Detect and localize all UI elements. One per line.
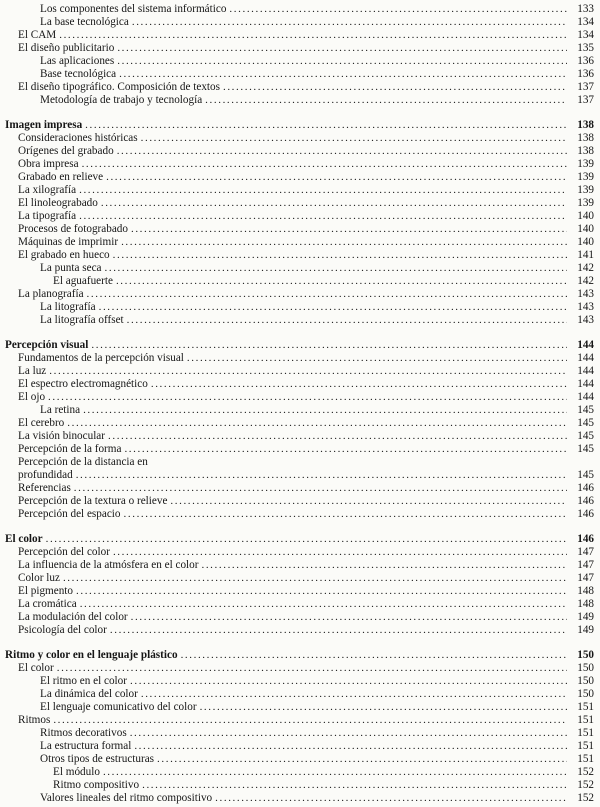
toc-entry-label: Valores lineales del ritmo compositivo (40, 792, 213, 804)
toc-entry (0, 16, 594, 29)
toc-entry-label: La litografía (40, 301, 96, 313)
dotted-leader (157, 753, 567, 766)
toc-entry-label: Percepción visual (5, 339, 89, 351)
dotted-leader (105, 262, 568, 275)
toc-entry-label: El ojo (18, 391, 46, 403)
toc-entry (0, 262, 594, 275)
toc-page-number: 151 (577, 740, 594, 752)
toc-entry-label: Percepción del espacio (18, 508, 121, 520)
toc-entry-label: profundidad (18, 469, 73, 481)
dotted-leader (131, 611, 567, 624)
toc-entry-label: El cerebro (18, 417, 65, 429)
toc-page-number: 136 (577, 55, 594, 67)
toc-entry (0, 158, 594, 171)
toc-entry-label: El CAM (18, 29, 57, 41)
toc-entry-label: Las aplicaciones (40, 55, 115, 67)
toc-entry (0, 378, 594, 391)
toc-page-number: 138 (577, 132, 594, 144)
toc-entry-label: La base tecnológica (40, 16, 129, 28)
toc-page-number: 137 (577, 81, 594, 93)
dotted-leader (142, 779, 567, 792)
toc-entry-label: Base tecnológica (40, 68, 117, 80)
toc-entry-label: Percepción de la forma (18, 443, 122, 455)
toc-entry-label: Máquinas de imprimir (18, 236, 119, 248)
toc-section-header (0, 119, 594, 132)
dotted-leader (117, 42, 567, 55)
dotted-leader (130, 727, 567, 740)
toc-entry-label: La punta seca (40, 262, 102, 274)
toc-entry-label: Fundamentos de la percepción visual (18, 352, 184, 364)
toc-entry-label: Ritmo compositivo (53, 779, 140, 791)
dotted-leader (63, 572, 567, 585)
toc-page-number: 150 (577, 649, 594, 661)
toc-page-number: 142 (577, 262, 594, 274)
toc-entry (0, 81, 594, 94)
toc-entry (0, 779, 594, 792)
toc-page-number: 144 (577, 339, 594, 351)
toc-entry (0, 469, 594, 482)
dotted-leader (229, 3, 567, 16)
dotted-leader (79, 210, 567, 223)
toc-entry (0, 559, 594, 572)
dotted-leader (59, 29, 567, 42)
toc-entry (0, 68, 594, 81)
toc-entry (0, 585, 594, 598)
dotted-leader (181, 649, 567, 662)
toc-entry (0, 29, 594, 42)
toc-section-header (0, 339, 594, 352)
toc-entry-label: Percepción del color (18, 546, 110, 558)
toc-entry-label: La planografía (18, 288, 84, 300)
toc-entry (0, 42, 594, 55)
toc-entry (0, 430, 594, 443)
toc-entry (0, 766, 594, 779)
toc-page-number: 138 (577, 119, 594, 131)
toc-entry (0, 275, 594, 288)
toc-entry-label: La retina (40, 404, 81, 416)
toc-entry (0, 249, 594, 262)
dotted-leader (205, 94, 567, 107)
toc-page-number: 146 (577, 508, 594, 520)
toc-page-number: 143 (577, 314, 594, 326)
toc-page-number: 147 (577, 546, 594, 558)
toc-page-number: 147 (577, 572, 594, 584)
toc-entry (0, 184, 594, 197)
dotted-leader (85, 119, 567, 132)
dotted-leader (117, 55, 567, 68)
toc-page-number: 144 (577, 378, 594, 390)
toc-page-number: 145 (577, 469, 594, 481)
toc-entry (0, 572, 594, 585)
toc-entry-label: La cromática (18, 598, 77, 610)
dotted-leader (79, 184, 567, 197)
dotted-leader (91, 339, 567, 352)
toc-page-number: 139 (577, 184, 594, 196)
toc-page-number: 145 (577, 430, 594, 442)
toc-entry (0, 727, 594, 740)
toc-page-number: 140 (577, 223, 594, 235)
toc-entry-label: Otros tipos de estructuras (40, 753, 155, 765)
toc-page-number: 142 (577, 275, 594, 287)
toc-entry (0, 753, 594, 766)
toc-entry-label: Orígenes del grabado (18, 145, 114, 157)
dotted-leader (87, 288, 567, 301)
dotted-leader (127, 314, 567, 327)
toc-entry (0, 456, 594, 469)
toc-page-number: 134 (577, 16, 594, 28)
dotted-leader (57, 662, 567, 675)
toc-entry-label: El aguafuerte (53, 275, 113, 287)
dotted-leader (121, 236, 567, 249)
toc-entry (0, 197, 594, 210)
toc-page-number: 151 (577, 714, 594, 726)
toc-page-number: 134 (577, 29, 594, 41)
toc-entry-label: La estructura formal (40, 740, 132, 752)
toc-entry (0, 662, 594, 675)
toc-entry (0, 482, 594, 495)
dotted-leader (215, 792, 567, 805)
toc-section-header (0, 649, 594, 662)
toc-entry-label: El módulo (53, 766, 100, 778)
toc-entry (0, 546, 594, 559)
toc-entry (0, 314, 594, 327)
toc-entry-label: El grabado en hueco (18, 249, 110, 261)
toc-page-number: 145 (577, 443, 594, 455)
dotted-leader (119, 68, 567, 81)
toc-entry (0, 55, 594, 68)
dotted-leader (151, 378, 567, 391)
toc-entry-label: El diseño publicitario (18, 42, 115, 54)
toc-page-number: 135 (577, 42, 594, 54)
toc-entry-label: El lenguaje comunicativo del color (40, 701, 197, 713)
dotted-leader (124, 443, 567, 456)
dotted-leader (106, 171, 567, 184)
toc-page-number: 133 (577, 3, 594, 15)
toc-entry-label: Ritmo y color en el lenguaje plástico (5, 649, 178, 661)
toc-entry-label: Metodología de trabajo y tecnología (40, 94, 203, 106)
dotted-leader (113, 546, 567, 559)
dotted-leader (74, 482, 567, 495)
toc-section-header (0, 533, 594, 546)
dotted-leader (131, 223, 567, 236)
toc-entry-label: Color luz (18, 572, 60, 584)
toc-entry-label: Obra impresa (18, 158, 79, 170)
dotted-leader (82, 158, 567, 171)
toc-page-number: 139 (577, 197, 594, 209)
toc-page-number: 151 (577, 701, 594, 713)
toc-page-number: 151 (577, 727, 594, 739)
toc-entry (0, 301, 594, 314)
toc-entry-label: El diseño tipográfico. Composición de textos (18, 81, 220, 93)
toc-entry-label: La luz (18, 365, 47, 377)
toc-entry (0, 352, 594, 365)
toc-page-number: 141 (577, 249, 594, 261)
toc-entry-label: El color (18, 662, 54, 674)
toc-page-number: 139 (577, 158, 594, 170)
toc-entry-label: La visión binocular (18, 430, 105, 442)
toc-list (0, 3, 594, 805)
toc-page-number: 150 (577, 675, 594, 687)
toc-page-number: 152 (577, 766, 594, 778)
toc-entry-label: Psicología del color (18, 624, 107, 636)
toc-entry-label: El ritmo en el color (40, 675, 127, 687)
dotted-leader (46, 533, 567, 546)
toc-page-number: 136 (577, 68, 594, 80)
dotted-leader (76, 585, 567, 598)
dotted-leader (130, 675, 567, 688)
toc-entry (0, 792, 594, 805)
toc-entry (0, 3, 594, 16)
toc-page-number: 140 (577, 236, 594, 248)
toc-entry-label: Percepción de la textura o relieve (18, 495, 168, 507)
toc-entry (0, 688, 594, 701)
toc-entry (0, 94, 594, 107)
toc-page-number: 144 (577, 352, 594, 364)
toc-page-number: 148 (577, 598, 594, 610)
toc-entry-label: Grabado en relieve (18, 171, 104, 183)
toc-entry (0, 236, 594, 249)
dotted-leader (76, 469, 567, 482)
toc-entry-label: La litografía offset (40, 314, 124, 326)
dotted-leader (124, 508, 567, 521)
toc-page-number: 138 (577, 145, 594, 157)
toc-entry (0, 443, 594, 456)
dotted-leader (101, 197, 567, 210)
toc-page-number: 148 (577, 585, 594, 597)
toc-page-number: 139 (577, 171, 594, 183)
toc-entry-label: El linoleograbado (18, 197, 98, 209)
dotted-leader (117, 145, 567, 158)
dotted-leader (132, 16, 567, 29)
toc-entry-label: Consideraciones históricas (18, 132, 138, 144)
dotted-leader (67, 417, 567, 430)
toc-page-number: 150 (577, 662, 594, 674)
toc-page-number: 143 (577, 301, 594, 313)
toc-page-number: 137 (577, 94, 594, 106)
toc-page-number: 146 (577, 533, 594, 545)
toc-entry-label: Ritmos decorativos (40, 727, 127, 739)
toc-page-number: 145 (577, 404, 594, 416)
toc-entry (0, 210, 594, 223)
toc-page-number: 146 (577, 482, 594, 494)
toc-page-number: 152 (577, 792, 594, 804)
dotted-leader (48, 391, 567, 404)
toc-entry (0, 495, 594, 508)
toc-entry (0, 611, 594, 624)
dotted-leader (103, 766, 567, 779)
toc-entry (0, 417, 594, 430)
dotted-leader (187, 352, 567, 365)
toc-entry-label: Procesos de fotograbado (18, 223, 128, 235)
dotted-leader (141, 132, 567, 145)
toc-page-number: 144 (577, 391, 594, 403)
dotted-leader (113, 249, 567, 262)
toc-entry-label: Ritmos (18, 714, 51, 726)
toc-page-number: 146 (577, 495, 594, 507)
toc-entry-label: El pigmento (18, 585, 73, 597)
toc-page-number: 145 (577, 417, 594, 429)
toc-entry (0, 701, 594, 714)
toc-entry (0, 288, 594, 301)
toc-entry (0, 171, 594, 184)
dotted-leader (83, 404, 567, 417)
toc-entry (0, 365, 594, 378)
toc-entry (0, 740, 594, 753)
toc-page-number: 150 (577, 688, 594, 700)
toc-entry (0, 132, 594, 145)
toc-entry (0, 145, 594, 158)
toc-entry (0, 598, 594, 611)
toc-entry-label: El espectro electromagnético (18, 378, 148, 390)
toc-page-number: 149 (577, 624, 594, 636)
dotted-leader (116, 275, 567, 288)
toc-entry-label: Los componentes del sistema informático (40, 3, 227, 15)
toc-page-number: 143 (577, 288, 594, 300)
toc-entry (0, 508, 594, 521)
toc-entry (0, 404, 594, 417)
dotted-leader (49, 365, 567, 378)
toc-entry-label: La tipografía (18, 210, 77, 222)
dotted-leader (108, 430, 567, 443)
toc-page-number: 149 (577, 611, 594, 623)
toc-entry-label: Imagen impresa (5, 119, 83, 131)
toc-page-number: 151 (577, 753, 594, 765)
toc-entry (0, 624, 594, 637)
dotted-leader (141, 688, 567, 701)
dotted-leader (99, 301, 567, 314)
toc-entry-label: El color (5, 533, 43, 545)
toc-page-number: 144 (577, 365, 594, 377)
dotted-leader (134, 740, 567, 753)
toc-entry (0, 714, 594, 727)
toc-entry-label: La dinámica del color (40, 688, 138, 700)
dotted-leader (110, 624, 567, 637)
toc-entry-label: La influencia de la atmósfera en el color (18, 559, 199, 571)
toc-entry-label: Percepción de la distancia en (18, 456, 148, 468)
toc-entry (0, 675, 594, 688)
dotted-leader (201, 559, 567, 572)
dotted-leader (80, 598, 567, 611)
dotted-leader (53, 714, 567, 727)
toc-entry-label: Referencias (18, 482, 71, 494)
toc-entry (0, 391, 594, 404)
toc-entry (0, 223, 594, 236)
dotted-leader (223, 81, 567, 94)
dotted-leader (170, 495, 567, 508)
toc-page-number: 147 (577, 559, 594, 571)
toc-page-number: 152 (577, 779, 594, 791)
toc-page-number: 140 (577, 210, 594, 222)
toc-entry-label: La modulación del color (18, 611, 128, 623)
toc-entry-label: La xilografía (18, 184, 77, 196)
dotted-leader (200, 701, 567, 714)
